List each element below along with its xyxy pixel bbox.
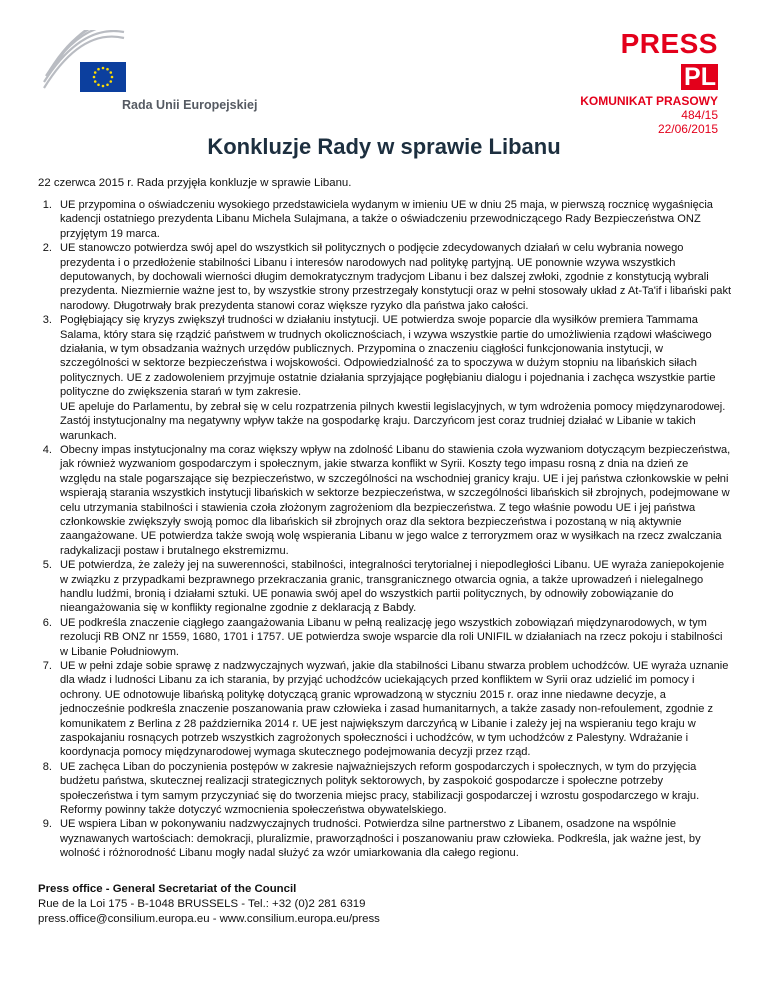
press-release-type: KOMUNIKAT PRASOWY — [580, 94, 718, 108]
conclusion-item — [38, 241, 732, 313]
conclusion-text: UE apeluje do Parlamentu, by zebrał się w celu rozpatrzenia pilnych kwestii legislacyjnych, w tym wdrożenia pomocy międzynarodowej. Zastój instytucjonalny ma negatywny wpływ także na gospodarkę kraju. Darczyńcom jest coraz trudniej działać w Libanie w takich warunkach. — [60, 400, 726, 442]
conclusion-number: 9. — [42, 818, 52, 831]
conclusion-item — [38, 760, 732, 818]
council-name: Rada Unii Europejskiej — [122, 98, 258, 112]
conclusion-text: UE przypomina o oświadczeniu wysokiego przedstawiciela wydanym w imieniu UE w dniu 25 maja, w pierwszą rocznicę wygaśnięcia kadencji ostatniego prezydenta Libanu Michela Sulajmana, a także o oświadczeniu przewodniczącego Rady Bezpieczeństwa ONZ przyjętym 19 marca. — [60, 199, 713, 240]
conclusion-number: 3. — [42, 314, 52, 327]
conclusion-number: 7. — [42, 660, 52, 672]
conclusion-item — [38, 817, 732, 860]
eu-flag-icon — [80, 62, 126, 92]
conclusion-number: 2. — [42, 242, 52, 255]
conclusion-item — [38, 558, 732, 616]
conclusion-text: UE stanowczo potwierdza swój apel do wszystkich sił politycznych o podjęcie zdecydowanych działań w celu wybrania nowego prezydenta i o przedłożenie stabilności Libanu i interesów narodowych nad politykę partyjną. UE ponownie wzywa wszystkich deputowanych, by dochowali wierności długim demokratycznym tradycjom Libanu i bez dalszej zwłoki, zgodnie z konstytucją wybrali prezydenta. Niezmiernie ważne jest to, by wszystkie strony przestrzegały konstytucji oraz w pełni stosowały układ z At-Ta'if i libański pakt narodowy. Długotrwały brak prezydenta stanowi coraz większe ryzyko dla państwa jako całości. — [60, 242, 732, 312]
conclusion-item — [38, 313, 732, 443]
press-release-date: 22/06/2015 — [657, 122, 718, 136]
footer-address: Rue de la Loi 175 - B-1048 BRUSSELS - Tel.: +32 (0)2 281 6319 — [38, 898, 366, 910]
press-word: PRESS — [620, 28, 718, 59]
conclusion-text: UE zachęca Liban do poczynienia postępów w zakresie najważniejszych reform gospodarczych i społecznych, w tym do przyjęcia budżetu państwa, skutecznej realizacji strategicznych polityk sektorowych, by zaspokoić gospodarcze i społeczne potrzeby społeczeństwa i tym samym przyczyniać się do tworzenia miejsc pracy, stabilizacji gospodarczej i wzrostu gospodarczego w kraju. Reformy powinny także dotyczyć wzmocnienia społeczeństwa obywatelskiego. — [60, 760, 700, 817]
conclusions-list — [38, 198, 732, 861]
conclusion-text: UE wspiera Liban w pokonywaniu nadzwyczajnych trudności. Potwierdza silne partnerstwo z Libanem, osadzone na wspólnie wyznawanych wartościach: demokracji, pluralizmie, praworządności i poszanowaniu praw człowieka. Podkreśla, jak ważne jest, by wolność i różnorodność Libanu mogły nadal służyć za wzór umiarkowania dla całego regionu. — [60, 818, 701, 860]
conclusion-number: 6. — [42, 616, 52, 629]
conclusion-number: 4. — [42, 443, 52, 456]
press-release-number: 484/15 — [681, 108, 718, 122]
press-language-badge: PL — [681, 64, 718, 90]
conclusion-text: UE w pełni zdaje sobie sprawę z nadzwyczajnych wyzwań, jakie dla stabilności Libanu stwarza problem uchodźców. UE wyraża uznanie dla władz i ludności Libanu za ich starania, by przyjąć uchodźców uciekających przed konfliktem w Syrii oraz udzielić im pomocy i ochrony. UE odnotowuje libańską politykę dotyczącą granic wprowadzoną w styczniu 2015 r. oraz inne niedawne decyzje, a jednocześnie podkreśla znaczenie poszanowania praw człowieka i zasad humanitarnych, a także zasady non-refoulement, zgodnie z komunikatem z Berlina z 28 października 2014 r. UE jest największym darczyńcą w Libanie i zależy jej na wspieraniu tego kraju w zaspokajaniu rosnących potrzeb wszystkich zagrożonych społeczności i uchodźców, w tym uchodźców z Palestyny. Wdrażanie i koordynacja pomocy międzynarodowej wymaga skutecznego podejmowania decyzji przez rząd. — [60, 660, 729, 759]
footer — [38, 882, 380, 927]
conclusion-item — [38, 659, 732, 760]
footer-title: Press office - General Secretariat of the Council — [38, 883, 297, 895]
conclusion-item — [38, 198, 732, 241]
conclusion-text: Obecny impas instytucjonalny ma coraz większy wpływ na zdolność Libanu do stawienia czoła wyzwaniom dotyczącym bezpieczeństwa, jak również wyzwaniom gospodarczym i społecznym, jakie stwarza konflikt w Syrii. Koszty tego impasu rosną z dnia na dzień ze względu na stale pogarszające się bezpieczeństwo, w szczególności na wschodniej granicy kraju. UE i jej państwa członkowskie w pełni wspierają starania wszystkich instytucji libańskich w sektorze bezpieczeństwa, w szczególności libańskich sił zbrojnych, podejmowane w celu utrzymania stabilności i stawienia czoła złożonym zagrożeniom dla bezpieczeństwa. Z tego właśnie powodu UE i jej państwa członkowskie zwiększyły swoją pomoc dla libańskich sił zbrojnych oraz dla sektora bezpieczeństwa i pozostaną w nią aktywnie zaangażowane. UE potwierdza także swoją wolę wspierania Libanu w jego walce z terroryzmem oraz w wysiłkach na rzecz zwalczania radykalizacji postaw i brutalnego ekstremizmu. — [60, 443, 731, 557]
intro-text: 22 czerwca 2015 r. Rada przyjęła konkluzje w sprawie Libanu. — [38, 177, 352, 189]
conclusion-item — [38, 443, 732, 558]
conclusion-text: UE potwierdza, że zależy jej na suwerenności, stabilności, integralności terytorialnej i niepodległości Libanu. UE wyraża zaniepokojenie w związku z przypadkami bezprawnego przekraczania granic, transgranicznego otwarcia ognia, a także uprowadzeń i nielegalnego handlu ludźmi, bronią i działami sztuki. UE ponawia swój apel do wszystkich partii politycznych, by odnowiły zobowiązanie do nieangażowania się w konflikty regionalne zgodnie z deklaracją z Babdy. — [60, 559, 725, 615]
conclusion-item — [38, 616, 732, 659]
conclusion-number: 5. — [42, 559, 52, 572]
council-logo — [36, 30, 126, 96]
page-title: Konkluzje Rady w sprawie Libanu — [207, 134, 561, 159]
conclusion-number: 1. — [42, 199, 52, 211]
conclusion-number: 8. — [42, 760, 52, 773]
footer-contact: press.office@consilium.europa.eu - www.consilium.europa.eu/press — [38, 913, 380, 925]
conclusion-text: UE podkreśla znaczenie ciągłego zaangażowania Libanu w pełną realizację jego wszystkich zobowiązań międzynarodowych, w tym rezolucji RB ONZ nr 1559, 1680, 1701 i 1757. UE potwierdza swoje wsparcie dla roli UNIFIL w działaniach na rzecz pokoju i stabilności w Libanie Południowym. — [60, 616, 723, 658]
conclusion-text: Pogłębiający się kryzys zwiększył trudności w działaniu instytucji. UE potwierdza swoje poparcie dla wysiłków premiera Tammama Salama, który stara się rządzić państwem w trudnych okolicznościach, i wzywa wszystkie partie do umożliwienia rządowi właściwego działania, w tym obsadzania ważnych urzędów publicznych. Przypomina o znaczeniu ciągłości funkcjonowania instytucji, w szczególności w sektorze bezpieczeństwa i wojskowości. Odpowiedzialność za to spoczywa w dużym stopniu na libańskich siłach politycznych. UE z zadowoleniem przyjmuje ostatnie działania sprzyjające pogłębianiu dialogu i pojednania i zachęca wszystkie partie polityczne do zwiększenia starań w tym zakresie. — [60, 314, 716, 399]
